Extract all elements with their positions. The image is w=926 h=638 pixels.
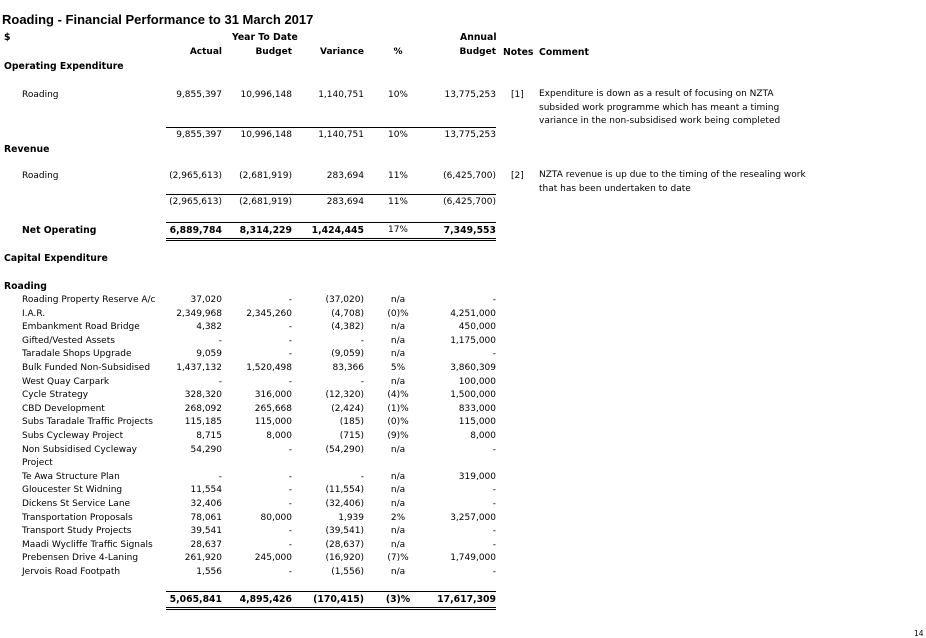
capital-row-actual: 328,320 <box>184 390 222 401</box>
capital-row-pct: n/a <box>390 295 406 305</box>
capital-row-budget: - <box>288 376 292 387</box>
capital-subheading: Roading <box>4 281 47 292</box>
page-title: Roading - Financial Performance to 31 March 2017 <box>2 12 314 27</box>
capital-row-pct: n/a <box>390 349 406 360</box>
capital-row-budget: 245,000 <box>254 553 292 564</box>
capital-row-variance: (715) <box>339 431 364 441</box>
capital-row-variance: (185) <box>339 417 364 428</box>
revenue-pct: 11% <box>387 171 408 181</box>
capital-row-annual: 100,000 <box>458 376 496 387</box>
capital-row-label: Subs Taradale Traffic Projects <box>22 417 153 428</box>
capital-row-pct: n/a <box>390 539 406 550</box>
capital-row-annual: 1,749,000 <box>450 553 496 564</box>
capital-row-budget: 8,000 <box>266 431 292 441</box>
operating-comment: Expenditure is down as a result of focusing on NZTA subsided work programme which has meant a timing variance in the non-subsidised work being completed <box>539 89 781 126</box>
capital-row-variance: (37,020) <box>325 295 364 305</box>
capital-row-actual: 78,061 <box>190 512 222 523</box>
capital-row-budget: 1,520,498 <box>246 363 292 373</box>
capital-row-budget: - <box>288 335 292 346</box>
capital-total-double-rule <box>166 607 496 610</box>
revenue-comment: NZTA revenue is up due to the timing of the resealing work that has been undertaken to date <box>539 170 806 194</box>
capital-row-variance: (9,059) <box>331 349 364 360</box>
capital-row-actual: 37,020 <box>190 295 222 305</box>
capital-row-annual: - <box>492 295 496 305</box>
capital-row-label: Transportation Proposals <box>22 512 133 523</box>
net-pct: 17% <box>387 225 408 235</box>
revenue-budget: (2,681,919) <box>239 171 292 181</box>
capital-row-variance: (32,406) <box>325 499 364 509</box>
capital-row-pct: n/a <box>390 485 406 496</box>
capital-row-label: Jervois Road Footpath <box>22 567 121 577</box>
capital-row-label: Non Subsidised Cycleway <box>22 444 137 455</box>
capital-row-annual: 3,860,309 <box>450 363 496 373</box>
capital-row-actual: 39,541 <box>190 526 222 537</box>
percent-header: % <box>393 47 403 57</box>
capital-row-variance: (1,556) <box>331 567 364 577</box>
capital-row-pct: n/a <box>390 376 406 387</box>
capital-row-label: Prebensen Drive 4-Laning <box>22 553 139 564</box>
capital-row-actual: 9,059 <box>196 349 222 360</box>
capital-row-actual: 268,092 <box>184 403 222 414</box>
capital-row-budget: - <box>288 349 292 360</box>
net-variance: 1,424,445 <box>311 225 364 236</box>
capital-row-variance: (2,424) <box>331 403 364 414</box>
capital-row-pct: (0)% <box>387 417 409 428</box>
revenue-total-annual: (6,425,700) <box>443 197 496 207</box>
capital-row-actual: 1,437,132 <box>176 363 222 373</box>
capital-row-budget: - <box>288 485 292 496</box>
capital-row-pct: n/a <box>390 322 406 333</box>
capital-row-annual: 319,000 <box>458 471 496 482</box>
capital-row-actual: 4,382 <box>196 322 222 333</box>
capital-row-annual: 4,251,000 <box>450 308 496 319</box>
capital-row-pct: (1)% <box>387 403 409 414</box>
capital-row-variance: (28,637) <box>325 539 364 550</box>
capital-row-pct: 2% <box>390 512 406 523</box>
capital-row-label: I.A.R. <box>22 308 46 319</box>
capital-row-annual: 115,000 <box>458 417 496 428</box>
capital-row-annual: - <box>492 567 496 577</box>
budget-header: Budget <box>255 47 292 57</box>
capital-row-label: Subs Cycleway Project <box>22 431 124 441</box>
revenue-variance: 283,694 <box>326 171 364 181</box>
capital-row-label: Embankment Road Bridge <box>22 322 140 333</box>
capital-row-variance: - <box>360 335 364 346</box>
operating-total-actual: 9,855,397 <box>176 130 222 140</box>
revenue-subtotal-rule <box>166 194 496 195</box>
net-double-rule <box>166 238 496 241</box>
capital-row-budget: - <box>288 444 292 455</box>
revenue-total-actual: (2,965,613) <box>169 197 222 207</box>
capital-heading: Capital Expenditure <box>4 253 108 264</box>
capital-row-budget: - <box>288 499 292 509</box>
capital-row-annual: - <box>492 526 496 537</box>
capital-row-pct: n/a <box>390 526 406 537</box>
capital-row-variance: - <box>360 471 364 482</box>
capital-row-actual: 8,715 <box>196 431 222 441</box>
comment-header: Comment <box>539 47 589 58</box>
capital-row-label: Te Awa Structure Plan <box>22 471 120 482</box>
capital-row-pct: (0)% <box>387 308 409 319</box>
capital-row-actual: 32,406 <box>190 499 222 509</box>
capital-row-variance: 1,939 <box>338 512 364 523</box>
revenue-total-variance: 283,694 <box>326 197 364 207</box>
capital-row-annual: 833,000 <box>458 403 496 414</box>
capital-total-pct: (3)% <box>385 594 411 605</box>
capital-row-annual: - <box>492 485 496 496</box>
capital-row-label: Gloucester St Widning <box>22 485 123 496</box>
net-actual: 6,889,784 <box>169 225 222 236</box>
capital-row-annual: 8,000 <box>470 431 496 441</box>
capital-row-pct: n/a <box>390 567 406 577</box>
capital-row-variance: - <box>360 376 364 387</box>
capital-row-annual: 3,257,000 <box>450 512 496 523</box>
operating-total-variance: 1,140,751 <box>318 130 364 140</box>
capital-row-variance: (12,320) <box>325 390 364 401</box>
capital-total-variance: (170,415) <box>313 594 364 605</box>
operating-total-annual: 13,775,253 <box>444 130 496 140</box>
capital-row-pct: n/a <box>390 335 406 346</box>
operating-heading: Operating Expenditure <box>4 61 124 72</box>
capital-row-budget: - <box>288 295 292 305</box>
variance-header: Variance <box>320 47 364 57</box>
operating-note: [1] <box>511 90 524 100</box>
net-annual: 7,349,553 <box>443 225 496 236</box>
operating-annual: 13,775,253 <box>444 90 496 100</box>
revenue-total-budget: (2,681,919) <box>239 197 292 207</box>
revenue-total-pct: 11% <box>387 197 408 207</box>
operating-pct: 10% <box>387 90 408 100</box>
capital-row-budget: - <box>288 471 292 482</box>
capital-row-label: Transport Study Projects <box>22 526 132 537</box>
capital-row-variance: (39,541) <box>325 526 364 537</box>
capital-row-actual: 11,554 <box>190 485 222 496</box>
capital-row-budget: 115,000 <box>254 417 292 428</box>
capital-row-label: Gifted/Vested Assets <box>22 335 115 346</box>
net-label: Net Operating <box>22 225 97 236</box>
annual-budget-header: Budget <box>459 47 496 57</box>
revenue-annual: (6,425,700) <box>443 171 496 181</box>
operating-total-pct: 10% <box>387 130 408 140</box>
capital-row-actual: 28,637 <box>190 539 222 550</box>
capital-row-label: Roading Property Reserve A/c <box>22 295 156 305</box>
revenue-heading: Revenue <box>4 144 50 155</box>
actual-header: Actual <box>189 47 222 57</box>
capital-total-top-rule <box>166 591 496 592</box>
operating-budget: 10,996,148 <box>240 90 292 100</box>
capital-row-variance: 83,366 <box>332 363 364 373</box>
capital-row-annual: 450,000 <box>458 322 496 333</box>
net-top-rule <box>166 222 496 223</box>
operating-actual: 9,855,397 <box>176 90 222 100</box>
operating-variance: 1,140,751 <box>318 90 364 100</box>
page-number: 14 <box>914 629 924 638</box>
capital-row-label: Cycle Strategy <box>22 390 89 401</box>
capital-row-pct: (7)% <box>387 553 409 564</box>
capital-row-actual: 115,185 <box>184 417 222 428</box>
capital-row-budget: 316,000 <box>254 390 292 401</box>
capital-row-actual: - <box>218 471 222 482</box>
capital-row-annual: - <box>492 349 496 360</box>
capital-row-actual: - <box>218 376 222 387</box>
net-budget: 8,314,229 <box>239 225 292 236</box>
capital-row-label: Bulk Funded Non-Subsidised <box>22 363 151 373</box>
capital-row-label: Dickens St Service Lane <box>22 499 131 509</box>
revenue-row-label: Roading <box>22 171 59 181</box>
annual-header: Annual <box>460 32 497 43</box>
capital-row-variance: (54,290) <box>325 444 364 455</box>
capital-row-label: Taradale Shops Upgrade <box>22 349 132 360</box>
capital-row-budget: 2,345,260 <box>246 308 292 319</box>
revenue-actual: (2,965,613) <box>169 171 222 181</box>
capital-row-actual: - <box>218 335 222 346</box>
capital-row-actual: 261,920 <box>184 553 222 564</box>
capital-row-actual: 2,349,968 <box>176 308 222 319</box>
capital-row-variance: (16,920) <box>325 553 364 564</box>
capital-row-pct: n/a <box>390 499 406 509</box>
capital-row-budget: 80,000 <box>260 512 292 523</box>
revenue-note: [2] <box>511 171 524 181</box>
capital-row-label-continued: Project <box>22 458 53 469</box>
capital-row-pct: (9)% <box>387 431 409 441</box>
notes-header: Notes <box>503 47 534 58</box>
capital-row-variance: (11,554) <box>325 485 364 496</box>
operating-subtotal-rule <box>166 127 496 128</box>
capital-total-budget: 4,895,426 <box>239 594 292 605</box>
ytd-header: Year To Date <box>232 32 298 43</box>
operating-row-label: Roading <box>22 90 59 100</box>
capital-row-actual: 1,556 <box>196 567 222 577</box>
capital-row-budget: - <box>288 567 292 577</box>
capital-row-pct: (4)% <box>387 390 409 401</box>
capital-row-budget: - <box>288 539 292 550</box>
capital-row-label: West Quay Carpark <box>22 376 110 387</box>
capital-row-variance: (4,382) <box>331 322 364 333</box>
capital-total-actual: 5,065,841 <box>169 594 222 605</box>
capital-total-annual: 17,617,309 <box>437 594 496 605</box>
capital-row-pct: 5% <box>390 363 406 373</box>
capital-row-annual: - <box>492 539 496 550</box>
capital-row-pct: n/a <box>390 444 406 455</box>
capital-row-variance: (4,708) <box>331 308 364 319</box>
capital-row-annual: 1,175,000 <box>450 335 496 346</box>
capital-row-budget: 265,668 <box>254 403 292 414</box>
capital-row-budget: - <box>288 322 292 333</box>
capital-row-annual: 1,500,000 <box>450 390 496 401</box>
capital-row-annual: - <box>492 499 496 509</box>
capital-row-pct: n/a <box>390 471 406 482</box>
capital-row-budget: - <box>288 526 292 537</box>
currency-label: $ <box>4 32 11 43</box>
capital-row-label: CBD Development <box>22 403 105 414</box>
operating-total-budget: 10,996,148 <box>240 130 292 140</box>
capital-row-actual: 54,290 <box>190 444 222 455</box>
capital-row-label: Maadi Wycliffe Traffic Signals <box>22 539 153 550</box>
capital-row-annual: - <box>492 444 496 455</box>
